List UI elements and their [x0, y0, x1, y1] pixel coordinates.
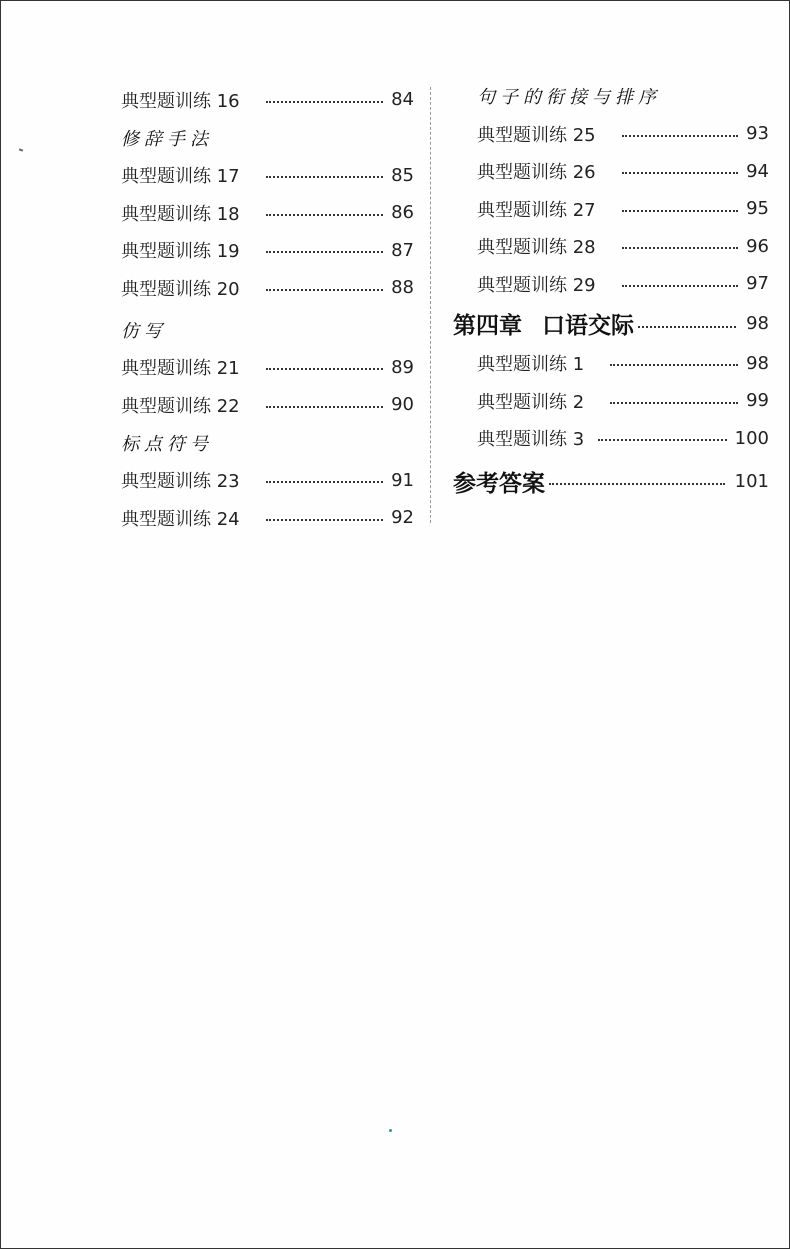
- entry-label: 典型题训练 22: [121, 395, 240, 417]
- dot-leader: [266, 366, 383, 370]
- dot-leader: [622, 133, 738, 137]
- toc-left-column: [121, 81, 414, 537]
- dot-leader: [266, 517, 383, 521]
- toc-entry[interactable]: [121, 499, 414, 537]
- entry-page: 99: [746, 390, 769, 412]
- entry-page: 88: [391, 277, 414, 299]
- dot-leader: [610, 400, 738, 404]
- section-heading: 修辞手法: [121, 128, 213, 150]
- answers-heading[interactable]: [453, 460, 769, 502]
- toc-entry[interactable]: [453, 420, 769, 458]
- toc-entry[interactable]: [121, 81, 414, 119]
- toc-entry[interactable]: [121, 232, 414, 270]
- dot-leader: [266, 249, 383, 253]
- toc-entry[interactable]: [453, 228, 769, 266]
- dot-leader: [549, 481, 725, 485]
- dot-leader: [610, 362, 738, 366]
- entry-page: 85: [391, 164, 414, 186]
- entry-page: 84: [391, 89, 414, 111]
- dot-leader: [266, 99, 383, 103]
- dot-leader: [266, 287, 383, 291]
- toc-entry[interactable]: [121, 269, 414, 307]
- chapter-heading[interactable]: [453, 303, 769, 345]
- entry-label: 典型题训练 19: [121, 241, 240, 263]
- answers-page: 101: [734, 470, 769, 492]
- entry-label: 典型题训练 23: [121, 471, 240, 493]
- toc-entry[interactable]: [121, 157, 414, 195]
- entry-label: 典型题训练 28: [477, 237, 596, 259]
- entry-page: 100: [734, 427, 769, 449]
- entry-page: 89: [391, 356, 414, 378]
- entry-page: 87: [391, 239, 414, 261]
- section-heading: 句子的衔接与排序: [477, 87, 661, 108]
- toc-entry[interactable]: [121, 349, 414, 387]
- toc-entry[interactable]: [453, 115, 769, 153]
- entry-label: 典型题训练 2: [477, 391, 585, 413]
- entry-label: 典型题训练 1: [477, 354, 585, 376]
- dot-leader: [622, 245, 738, 249]
- entry-page: 94: [746, 160, 769, 182]
- toc-entry[interactable]: [453, 382, 769, 420]
- dot-leader: [622, 170, 738, 174]
- entry-label: 典型题训练 27: [477, 199, 596, 221]
- section-heading: 标点符号: [121, 433, 213, 455]
- entry-label: 典型题训练 3: [477, 429, 585, 451]
- toc-entry[interactable]: [121, 462, 414, 500]
- dot-leader: [266, 212, 383, 216]
- dot-leader: [266, 479, 383, 483]
- entry-label: 典型题训练 21: [121, 358, 240, 380]
- entry-page: 90: [391, 394, 414, 416]
- entry-label: 典型题训练 17: [121, 166, 240, 188]
- entry-page: 95: [746, 198, 769, 220]
- entry-label: 典型题训练 24: [121, 508, 240, 530]
- column-divider: [430, 87, 431, 523]
- toc-right-column: [453, 77, 769, 502]
- entry-label: 典型题训练 20: [121, 278, 240, 300]
- chapter-title: [453, 307, 634, 340]
- chapter-page: 98: [746, 313, 769, 334]
- entry-page: 93: [746, 123, 769, 145]
- entry-label: 典型题训练 18: [121, 203, 240, 225]
- dot-leader: [266, 404, 383, 408]
- toc-entry[interactable]: [453, 345, 769, 383]
- entry-page: 91: [391, 469, 414, 491]
- dot-leader: [638, 324, 736, 328]
- answers-title: 参考答案: [453, 469, 545, 497]
- entry-page: 97: [746, 273, 769, 295]
- chapter-number: 第四章: [453, 312, 522, 339]
- entry-label: 典型题训练 29: [477, 274, 596, 296]
- chapter-name: 口语交际: [542, 312, 634, 339]
- scan-speck: [389, 1129, 392, 1132]
- toc-entry[interactable]: [121, 194, 414, 232]
- toc-entry[interactable]: [453, 190, 769, 228]
- entry-page: 92: [391, 507, 414, 529]
- dot-leader: [622, 208, 738, 212]
- entry-page: 98: [746, 352, 769, 374]
- section-heading: 仿写: [121, 320, 167, 342]
- dot-leader: [266, 174, 383, 178]
- dot-leader: [622, 283, 738, 287]
- scan-speck: [19, 148, 23, 151]
- entry-label: 典型题训练 26: [477, 162, 596, 184]
- entry-page: 96: [746, 235, 769, 257]
- entry-page: 86: [391, 202, 414, 224]
- dot-leader: [598, 437, 726, 441]
- toc-entry[interactable]: [453, 153, 769, 191]
- toc-entry[interactable]: [453, 265, 769, 303]
- entry-label: 典型题训练 16: [121, 90, 240, 112]
- entry-label: 典型题训练 25: [477, 124, 596, 146]
- toc-entry[interactable]: [121, 386, 414, 424]
